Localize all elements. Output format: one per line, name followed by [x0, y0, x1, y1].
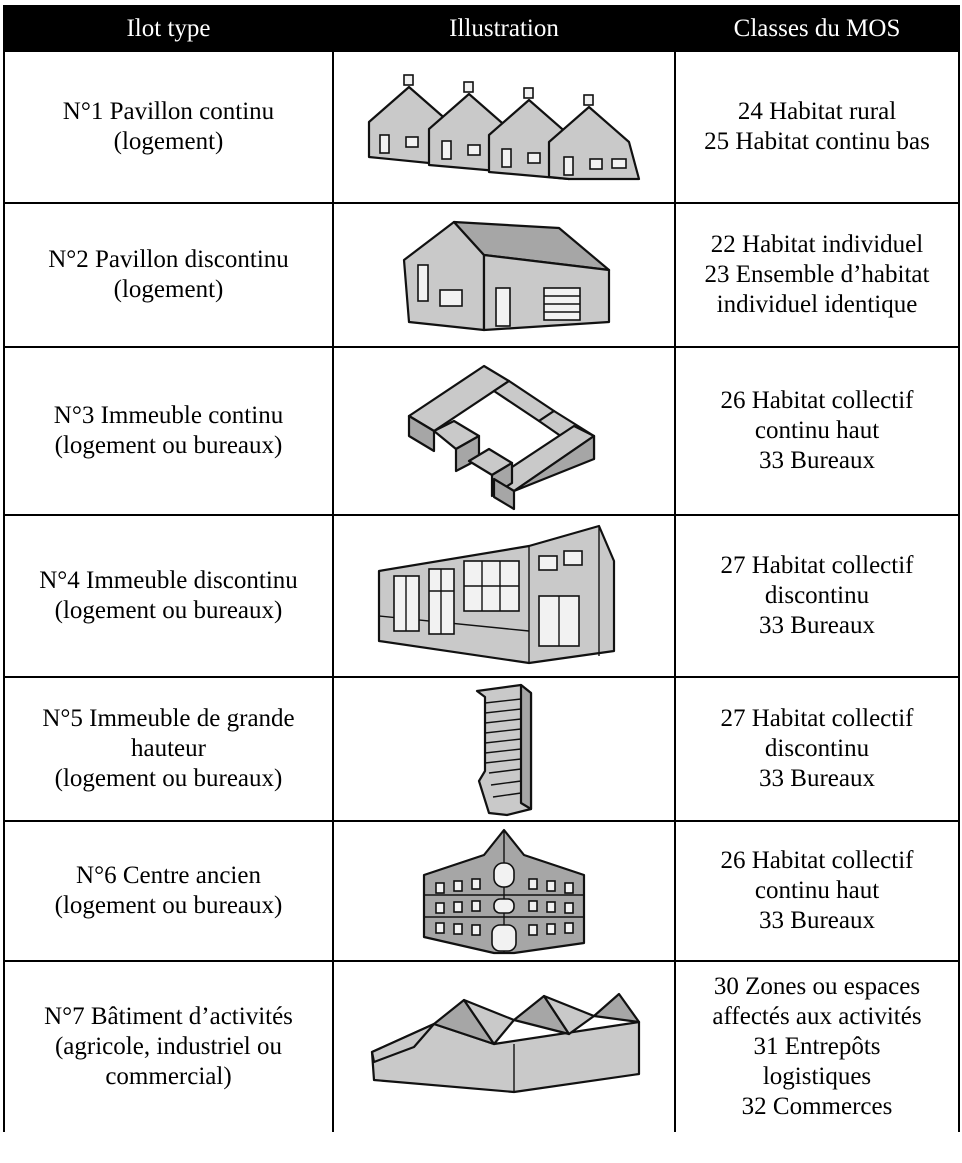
- ilot-type-line: (logement ou bureaux): [54, 765, 283, 792]
- header-illustration: Illustration: [333, 6, 675, 51]
- illustration-cell: [333, 961, 675, 1132]
- mos-class-line: continu haut: [754, 877, 880, 904]
- ilot-type-line: (agricole, industriel ou: [54, 1033, 282, 1060]
- illustration-cell: [333, 515, 675, 677]
- table-row: [4, 821, 959, 961]
- ilot-type-table: [3, 5, 960, 1132]
- ilot-type-line: (logement ou bureaux): [54, 597, 283, 624]
- mos-class-line: 32 Commerces: [741, 1093, 893, 1120]
- historic-corner-building-icon: [414, 825, 594, 957]
- ilot-type-line: N°3 Immeuble continu: [53, 402, 284, 429]
- mos-class-line: 27 Habitat collectif: [720, 552, 914, 579]
- table-row: [4, 515, 959, 677]
- ilot-type-line: N°1 Pavillon continu: [62, 98, 275, 125]
- ilot-type-line: N°2 Pavillon discontinu: [48, 246, 289, 273]
- mos-classes-cell: [675, 677, 959, 821]
- illustration-cell: [333, 203, 675, 347]
- mos-class-line: 33 Bureaux: [759, 447, 875, 474]
- ilot-type-cell: [4, 515, 333, 677]
- ilot-type-cell: [4, 821, 333, 961]
- ilot-type-line: N°4 Immeuble discontinu: [39, 567, 298, 594]
- mos-class-line: 26 Habitat collectif: [720, 387, 914, 414]
- courtyard-block-icon: [394, 351, 614, 511]
- mos-classes-cell: [675, 821, 959, 961]
- table-row: [4, 961, 959, 1132]
- mos-classes-cell: [675, 51, 959, 203]
- ilot-type-line: (logement): [113, 276, 224, 303]
- mos-classes-cell: [675, 203, 959, 347]
- mos-class-line: 27 Habitat collectif: [720, 705, 914, 732]
- table-row: [4, 677, 959, 821]
- mos-classes-cell: [675, 347, 959, 515]
- apartment-building-icon: [369, 521, 639, 671]
- ilot-type-cell: [4, 347, 333, 515]
- ilot-type-line: commercial): [105, 1063, 232, 1090]
- ilot-type-line: hauteur: [131, 735, 206, 762]
- table-row: [4, 347, 959, 515]
- mos-class-line: 24 Habitat rural: [737, 98, 897, 125]
- ilot-type-line: N°7 Bâtiment d’activités: [44, 1003, 293, 1030]
- mos-class-line: 33 Bureaux: [759, 765, 875, 792]
- ilot-type-line: N°6 Centre ancien: [76, 862, 261, 889]
- ilot-type-line: N°5 Immeuble de grande: [42, 705, 295, 732]
- table-row: [4, 203, 959, 347]
- mos-class-line: 31 Entrepôts: [753, 1033, 881, 1060]
- illustration-cell: [333, 51, 675, 203]
- row-houses-icon: [364, 67, 644, 187]
- mos-class-line: continu haut: [754, 417, 880, 444]
- detached-house-icon: [384, 210, 624, 340]
- ilot-type-cell: [4, 51, 333, 203]
- table-row: [4, 51, 959, 203]
- mos-class-line: 33 Bureaux: [759, 907, 875, 934]
- illustration-cell: [333, 821, 675, 961]
- mos-class-line: 30 Zones ou espaces: [713, 973, 921, 1000]
- ilot-type-line: (logement ou bureaux): [54, 432, 283, 459]
- ilot-type-line: (logement): [113, 128, 224, 155]
- ilot-type-line: (logement ou bureaux): [54, 892, 283, 919]
- mos-class-line: 25 Habitat continu bas: [704, 128, 930, 155]
- ilot-type-cell: [4, 677, 333, 821]
- illustration-cell: [333, 677, 675, 821]
- mos-classes-cell: [675, 515, 959, 677]
- header-row: [4, 6, 959, 51]
- mos-class-line: affectés aux activités: [712, 1003, 922, 1030]
- illustration-cell: [333, 347, 675, 515]
- mos-class-line: discontinu: [764, 735, 870, 762]
- ilot-type-cell: [4, 961, 333, 1132]
- header-classes-mos: Classes du MOS: [675, 6, 959, 51]
- mos-class-line: 33 Bureaux: [759, 612, 875, 639]
- sawtooth-warehouse-icon: [364, 992, 644, 1102]
- mos-classes-cell: [675, 961, 959, 1132]
- mos-class-line: discontinu: [764, 582, 870, 609]
- header-ilot-type: Ilot type: [4, 6, 333, 51]
- mos-class-line: individuel identique: [716, 291, 918, 318]
- mos-class-line: logistiques: [762, 1063, 872, 1090]
- tower-icon: [459, 681, 549, 817]
- ilot-type-cell: [4, 203, 333, 347]
- mos-class-line: 23 Ensemble d’habitat: [704, 261, 930, 288]
- mos-class-line: 26 Habitat collectif: [720, 847, 914, 874]
- mos-class-line: 22 Habitat individuel: [710, 231, 924, 258]
